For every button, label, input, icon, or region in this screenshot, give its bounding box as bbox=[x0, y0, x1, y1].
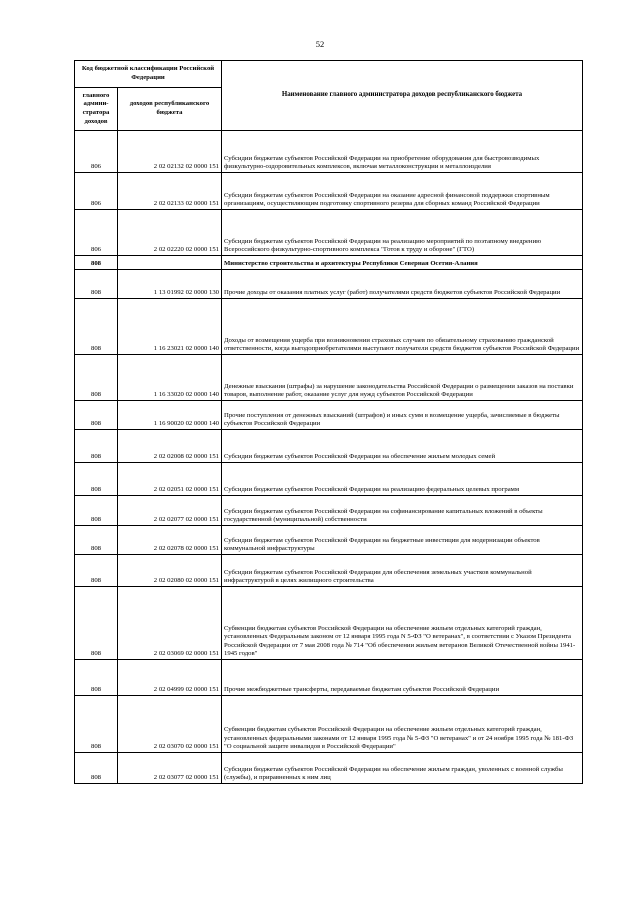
table-row bbox=[75, 173, 583, 210]
revenue-code-cell: 2 02 02133 02 0000 151 bbox=[118, 173, 222, 210]
revenue-name-cell: Субсидии бюджетам субъектов Российской Федерации на реализацию мероприятий по поэтапному внедрению Всероссийского физкультурно-спортивного комплекса "Готов к труду и обороне" (ГТО) bbox=[222, 210, 583, 256]
admin-code-cell: 808 bbox=[75, 496, 118, 526]
revenue-code-cell: 2 02 02008 02 0000 151 bbox=[118, 430, 222, 463]
revenue-name-cell: Субсидии бюджетам субъектов Российской Федерации для обеспечения земельных участков коммунальной инфраструктурой в целях жилищного строительства bbox=[222, 555, 583, 587]
admin-code-cell: 808 bbox=[75, 299, 118, 355]
table-row bbox=[75, 496, 583, 526]
table-row bbox=[75, 587, 583, 660]
admin-code-cell: 806 bbox=[75, 131, 118, 173]
table-row bbox=[75, 256, 583, 270]
revenue-name-cell: Субсидии бюджетам субъектов Российской Федерации на оказание адресной финансовой поддержки спортивным организациям, осуществляющим подготовку спортивного резерва для сборных команд Российской Федерации bbox=[222, 173, 583, 210]
revenue-name-cell: Доходы от возмещения ущерба при возникновении страховых случаев по обязательному страхованию гражданской ответственности, когда выгодоприобретателями выступают получатели средств бюджетов субъектов Российской Федерации bbox=[222, 299, 583, 355]
revenue-code-cell: 2 02 02132 02 0000 151 bbox=[118, 131, 222, 173]
admin-code-cell: 808 bbox=[75, 463, 118, 496]
revenue-code-cell: 2 02 03069 02 0000 151 bbox=[118, 587, 222, 660]
revenue-name-cell: Субсидии бюджетам субъектов Российской Федерации на бюджетные инвестиции для модернизации объектов коммунальной инфраструктуры bbox=[222, 526, 583, 555]
revenue-name-cell: Прочие межбюджетные трансферты, передаваемые бюджетам субъектов Российской Федерации bbox=[222, 660, 583, 696]
revenue-name-cell: Субсидии бюджетам субъектов Российской Федерации на реализацию федеральных целевых программ bbox=[222, 463, 583, 496]
revenue-code-cell bbox=[118, 256, 222, 270]
page-number: 52 bbox=[315, 39, 325, 49]
table-row bbox=[75, 555, 583, 587]
budget-classification-table bbox=[74, 60, 583, 784]
revenue-code-cell: 2 02 03070 02 0000 151 bbox=[118, 696, 222, 753]
admin-code-cell: 808 bbox=[75, 587, 118, 660]
revenue-name-cell: Прочие поступления от денежных взысканий (штрафов) и иных сумм в возмещение ущерба, зачисляемые в бюджеты субъектов Российской Федерации bbox=[222, 401, 583, 430]
admin-code-cell: 808 bbox=[75, 270, 118, 299]
revenue-name-cell: Субсидии бюджетам субъектов Российской Федерации на обеспечение жильем молодых семей bbox=[222, 430, 583, 463]
admin-code-cell: 806 bbox=[75, 173, 118, 210]
table-row bbox=[75, 270, 583, 299]
admin-code-cell: 808 bbox=[75, 526, 118, 555]
header-classification-code: Код бюджетной классификации Российской Федерации bbox=[75, 61, 222, 88]
admin-code-cell: 808 bbox=[75, 753, 118, 784]
table-row bbox=[75, 210, 583, 256]
revenue-name-cell: Субсидии бюджетам субъектов Российской Федерации на обеспечение жильем граждан, уволенных с военной службы (службы), и приравненных к ним лиц bbox=[222, 753, 583, 784]
header-admin-code: главного админи-стратора доходов bbox=[75, 88, 118, 131]
revenue-name-cell: Министерство строительства и архитектуры Республики Северная Осетия-Алания bbox=[222, 256, 583, 270]
table-row bbox=[75, 696, 583, 753]
revenue-name-cell: Прочие доходы от оказания платных услуг (работ) получателями средств бюджетов субъектов Российской Федерации bbox=[222, 270, 583, 299]
table-row bbox=[75, 753, 583, 784]
revenue-name-cell: Денежные взыскания (штрафы) за нарушение законодательства Российской Федерации о размещении заказов на поставки товаров, выполнение работ, оказание услуг для нужд субъектов Российской Федерации bbox=[222, 355, 583, 401]
admin-code-cell: 808 bbox=[75, 256, 118, 270]
admin-code-cell: 808 bbox=[75, 555, 118, 587]
revenue-code-cell: 2 02 02220 02 0000 151 bbox=[118, 210, 222, 256]
revenue-code-cell: 1 16 90020 02 0000 140 bbox=[118, 401, 222, 430]
table-row bbox=[75, 131, 583, 173]
table-row bbox=[75, 463, 583, 496]
admin-code-cell: 808 bbox=[75, 696, 118, 753]
revenue-code-cell: 2 02 02077 02 0000 151 bbox=[118, 496, 222, 526]
header-administrator-name: Наименование главного администратора доходов республиканского бюджета bbox=[222, 61, 583, 131]
admin-code-cell: 808 bbox=[75, 401, 118, 430]
admin-code-cell: 806 bbox=[75, 210, 118, 256]
header-revenue-code: доходов республиканского бюджета bbox=[118, 88, 222, 131]
revenue-code-cell: 2 02 04999 02 0000 151 bbox=[118, 660, 222, 696]
revenue-code-cell: 2 02 02051 02 0000 151 bbox=[118, 463, 222, 496]
admin-code-cell: 808 bbox=[75, 355, 118, 401]
table-row bbox=[75, 401, 583, 430]
revenue-name-cell: Субвенции бюджетам субъектов Российской Федерации на обеспечение жильем отдельных категорий граждан, установленных федеральными законами от 12 января 1995 года № 5-ФЗ "О ветеранах" и от 24 ноября 1995 года № 181-ФЗ "О социальной защите инвалидов в Российской Федерации" bbox=[222, 696, 583, 753]
revenue-code-cell: 2 02 03077 02 0000 151 bbox=[118, 753, 222, 784]
admin-code-cell: 808 bbox=[75, 430, 118, 463]
table-row bbox=[75, 355, 583, 401]
revenue-name-cell: Субвенции бюджетам субъектов Российской Федерации на обеспечение жильем отдельных категорий граждан, установленных Федеральным законом от 12 января 1995 года N 5-ФЗ "О ветеранах", в соответствии с Указом Президента Российской Федерации от 7 мая 2008 года № 714 "Об обеспечении жильем ветеранов Великой Отечественной войны 1941-1945 годов" bbox=[222, 587, 583, 660]
table-row bbox=[75, 299, 583, 355]
table-row bbox=[75, 526, 583, 555]
revenue-code-cell: 1 16 33020 02 0000 140 bbox=[118, 355, 222, 401]
table-row bbox=[75, 430, 583, 463]
table-row bbox=[75, 660, 583, 696]
revenue-name-cell: Субсидии бюджетам субъектов Российской Федерации на софинансирование капитальных вложений в объекты государственной (муниципальной) собственности bbox=[222, 496, 583, 526]
revenue-code-cell: 2 02 02080 02 0000 151 bbox=[118, 555, 222, 587]
revenue-name-cell: Субсидии бюджетам субъектов Российской Федерации на приобретение оборудования для быстровозводимых физкультурно-оздоровительных комплексов, включая металлоконструкции и металлоизделия bbox=[222, 131, 583, 173]
revenue-code-cell: 2 02 02078 02 0000 151 bbox=[118, 526, 222, 555]
revenue-code-cell: 1 13 01992 02 0000 130 bbox=[118, 270, 222, 299]
revenue-code-cell: 1 16 23021 02 0000 140 bbox=[118, 299, 222, 355]
admin-code-cell: 808 bbox=[75, 660, 118, 696]
